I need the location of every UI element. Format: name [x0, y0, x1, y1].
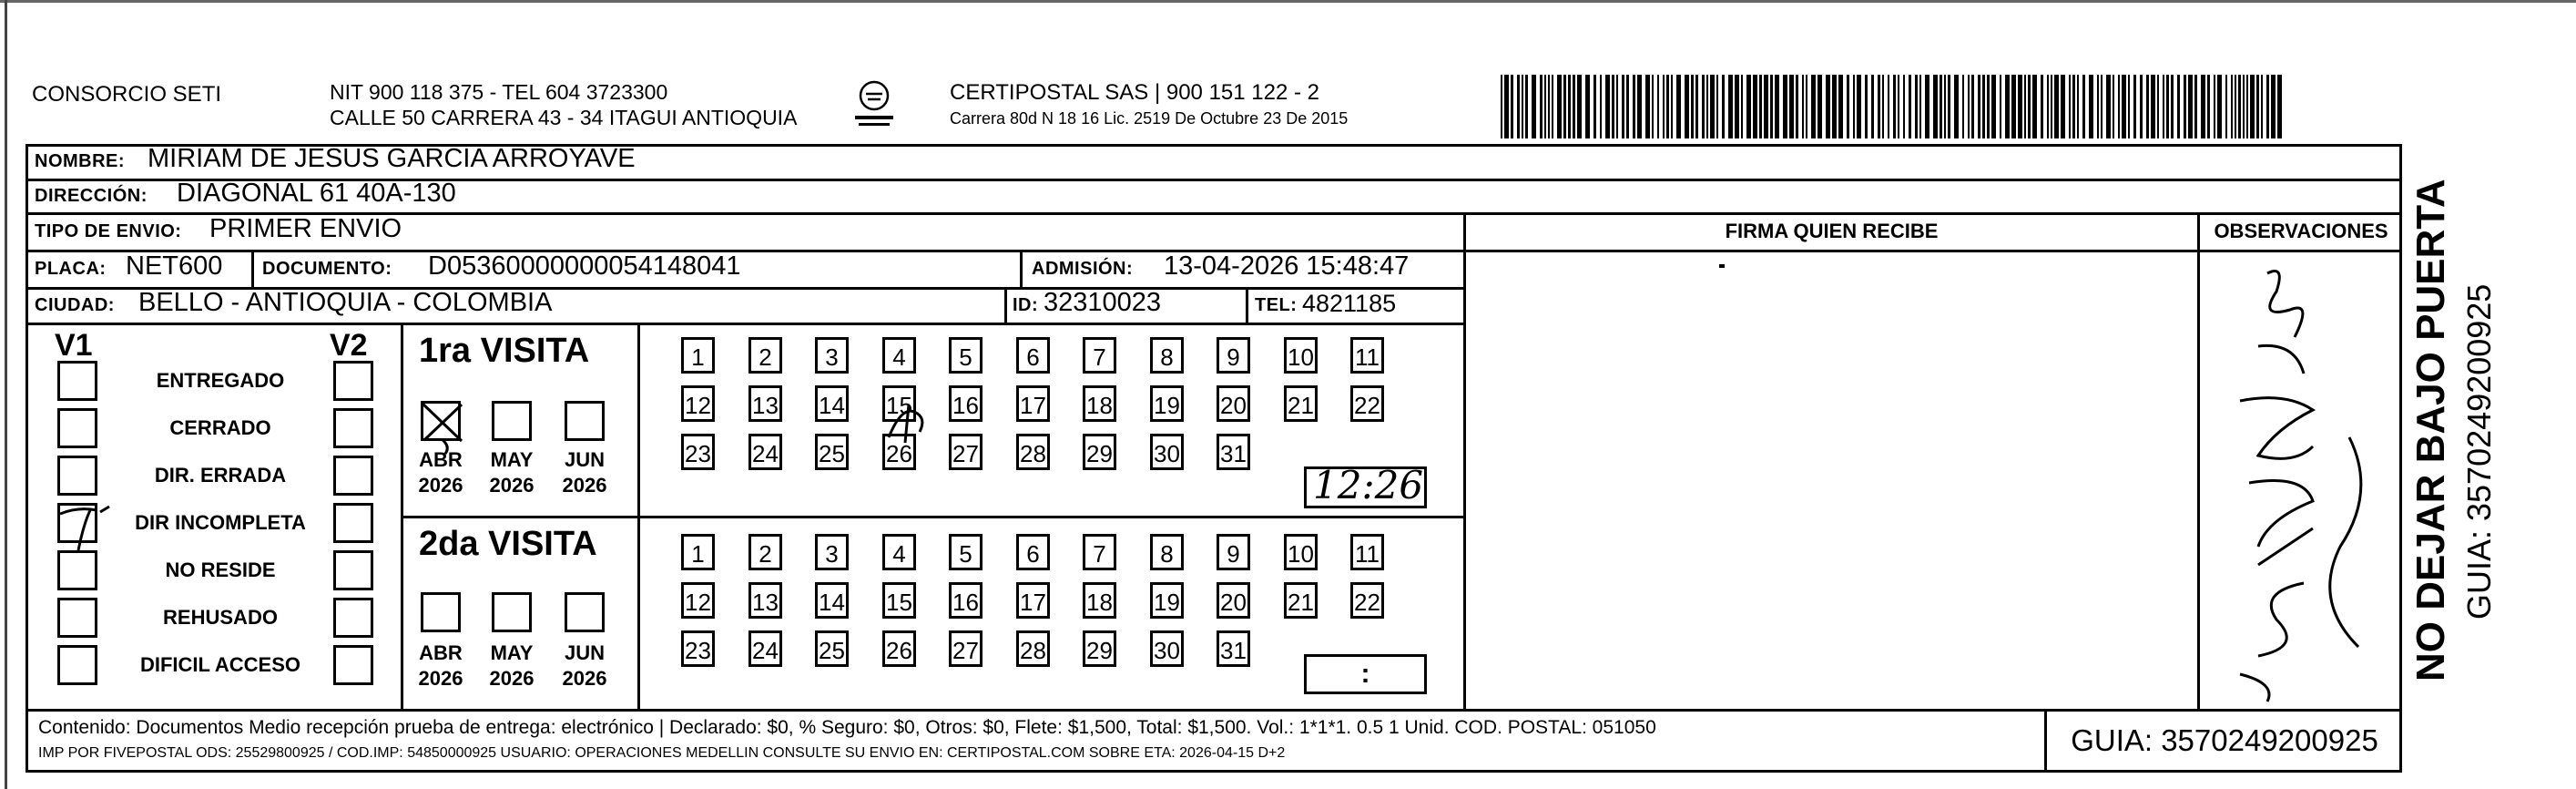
- second-visit-day-20[interactable]: 20: [1217, 582, 1250, 619]
- first-visit-day-22[interactable]: 22: [1350, 385, 1384, 422]
- barcode-bar: [2113, 75, 2114, 138]
- barcode-bar: [2266, 75, 2269, 138]
- footer-guia: GUIA: 3570249200925: [2071, 723, 2378, 757]
- barcode-bar: [1888, 75, 1889, 138]
- barcode-bar: [2171, 75, 2174, 138]
- barcode-bar: [2122, 75, 2126, 138]
- nombre-value: MIRIAM DE JESUS GARCIA ARROYAVE: [148, 144, 636, 173]
- barcode-bar: [1915, 75, 1918, 138]
- barcode-bar: [2217, 75, 2222, 138]
- v2-checkbox[interactable]: [333, 361, 373, 401]
- status-rehusado: REHUSADO: [163, 606, 278, 629]
- barcode-bar: [1838, 75, 1843, 138]
- tel-value: 4821185: [1302, 290, 1397, 317]
- barcode-bar: [2243, 75, 2245, 138]
- barcode-bar: [1991, 75, 1996, 138]
- tel-divider: [1246, 287, 1248, 323]
- second-visit-title: 2da VISITA: [419, 525, 597, 563]
- barcode-bar: [2151, 75, 2155, 138]
- first-visit-day-25[interactable]: 25: [815, 434, 849, 470]
- barcode-bar: [2277, 75, 2282, 138]
- admision-divider: [1020, 250, 1023, 287]
- barcode-bar: [1806, 75, 1807, 138]
- barcode-bar: [2225, 75, 2227, 138]
- handwritten-day-mark: [883, 401, 938, 445]
- first-visit-day-19[interactable]: 19: [1150, 385, 1184, 422]
- documento-value: D05360000000054148041: [428, 251, 741, 281]
- barcode-bar: [1933, 75, 1938, 138]
- barcode-bar: [2231, 75, 2233, 138]
- first-visit-day-13[interactable]: 13: [748, 385, 782, 422]
- month-checkbox-may[interactable]: [492, 401, 532, 441]
- barcode-bar: [1685, 75, 1689, 138]
- first-visit-day-14[interactable]: 14: [815, 385, 849, 422]
- barcode-bar: [1511, 75, 1513, 138]
- handwritten-check-mark: [51, 496, 124, 559]
- tipo-label: TIPO DE ENVIO:: [35, 221, 182, 241]
- barcode-bar: [1695, 75, 1698, 138]
- first-visit-day-3[interactable]: 3: [815, 337, 849, 374]
- barcode-bar: [1517, 75, 1520, 138]
- barcode-bar: [1706, 75, 1708, 138]
- v2-checkbox[interactable]: [333, 645, 373, 685]
- second-visit-day-22[interactable]: 22: [1350, 582, 1384, 619]
- status-dir-errada: DIR. ERRADA: [154, 464, 287, 487]
- barcode-bar: [2041, 75, 2043, 138]
- barcode-bar: [1871, 75, 1874, 138]
- first-visit-day-12[interactable]: 12: [681, 385, 715, 422]
- barcode-bar: [2061, 75, 2065, 138]
- second-visit-day-28[interactable]: 28: [1016, 630, 1050, 667]
- nit-line: NIT 900 118 375 - TEL 604 3723300: [330, 80, 668, 104]
- first-visit-day-7[interactable]: 7: [1083, 337, 1116, 374]
- barcode-bar: [2072, 75, 2075, 138]
- barcode-bar: [2166, 75, 2169, 138]
- barcode-bar: [1802, 75, 1804, 138]
- barcode-bar: [1676, 75, 1681, 138]
- barcode-bar: [1817, 75, 1822, 138]
- barcode-bar: [2097, 75, 2099, 138]
- barcode-bar: [1557, 75, 1562, 138]
- visit-split-line: [401, 516, 1463, 518]
- scan-edge-left: [5, 0, 7, 789]
- barcode-bar: [1728, 75, 1733, 138]
- second-visit-day-11[interactable]: 11: [1350, 534, 1384, 570]
- first-visit-day-30[interactable]: 30: [1150, 434, 1184, 470]
- barcode-bar: [1691, 75, 1694, 138]
- scan-speck: [1719, 264, 1725, 268]
- barcode-bar: [1789, 75, 1794, 138]
- second-visit-day-13[interactable]: 13: [748, 582, 782, 619]
- second-visit-day-25[interactable]: 25: [815, 630, 849, 667]
- barcode-bar: [1962, 75, 1964, 138]
- barcode-bar: [1909, 75, 1911, 138]
- second-visit-day-9[interactable]: 9: [1217, 534, 1250, 570]
- second-visit-day-19[interactable]: 19: [1150, 582, 1184, 619]
- v1-checkbox[interactable]: [57, 408, 97, 448]
- direccion-value: DIAGONAL 61 40A-130: [177, 179, 456, 208]
- first-visit-day-20[interactable]: 20: [1217, 385, 1250, 422]
- barcode-bar: [1652, 75, 1654, 138]
- v2-checkbox[interactable]: [333, 408, 373, 448]
- placa-label: PLACA:: [35, 259, 107, 279]
- barcode-bar: [2271, 75, 2276, 138]
- certipostal-line: CERTIPOSTAL SAS | 900 151 122 - 2: [950, 80, 1319, 105]
- first-visit-day-6[interactable]: 6: [1016, 337, 1050, 374]
- id-divider: [1004, 287, 1007, 323]
- barcode-bar: [2011, 75, 2016, 138]
- barcode-bar: [2118, 75, 2120, 138]
- second-visit-time-box[interactable]: :: [1304, 654, 1427, 694]
- tipo-value: PRIMER ENVIO: [209, 214, 402, 243]
- barcode-bar: [1919, 75, 1921, 138]
- year-may: 2026: [489, 474, 535, 497]
- tel-label: TEL:: [1255, 295, 1298, 315]
- handwritten-x-mark: [414, 394, 473, 456]
- barcode-bar: [1882, 75, 1884, 138]
- month-checkbox-may-2[interactable]: [492, 592, 532, 632]
- year-may-2: 2026: [489, 667, 535, 690]
- barcode-bar: [1978, 75, 1980, 138]
- first-visit-day-21[interactable]: 21: [1284, 385, 1318, 422]
- barcode-bar: [2157, 75, 2159, 138]
- barcode-bar: [2238, 75, 2241, 138]
- first-visit-day-16[interactable]: 16: [949, 385, 983, 422]
- barcode-bar: [1716, 75, 1718, 138]
- barcode-bar: [1722, 75, 1725, 138]
- footer-content-line: Contenido: Documentos Medio recepción prueba de entrega: electrónico | Declarado: $0, % Seguro: $0, Otros: $0, Flete: $1,500, Total: $1,500. Vol.: 1*1*1. 0.5 1 Unid. COD. POSTAL: 051050: [38, 717, 1656, 738]
- barcode-bar: [1593, 75, 1596, 138]
- v2-label: V2: [330, 328, 368, 363]
- nombre-label: NOMBRE:: [35, 151, 126, 171]
- barcode-bar: [1622, 75, 1624, 138]
- barcode-bar: [1811, 75, 1816, 138]
- v1-checkbox[interactable]: [57, 456, 97, 496]
- second-visit-day-15[interactable]: 15: [882, 582, 916, 619]
- barcode-bar: [1663, 75, 1665, 138]
- barcode-bar: [2128, 75, 2130, 138]
- barcode-bar: [2214, 75, 2215, 138]
- barcode-bar: [2024, 75, 2026, 138]
- year-abr-2: 2026: [418, 667, 463, 690]
- barcode-bar: [2177, 75, 2180, 138]
- second-visit-day-21[interactable]: 21: [1284, 582, 1318, 619]
- firma-header: FIRMA QUIEN RECIBE: [1725, 220, 1939, 242]
- barcode-bar: [2146, 75, 2149, 138]
- barcode-bar: [1671, 75, 1673, 138]
- first-visit-day-29[interactable]: 29: [1083, 434, 1116, 470]
- barcode-bar: [1626, 75, 1629, 138]
- v1-checkbox[interactable]: [57, 361, 97, 401]
- admision-label: ADMISIÓN:: [1032, 259, 1134, 279]
- barcode-bar: [1544, 75, 1546, 138]
- direccion-label: DIRECCIÓN:: [35, 186, 148, 206]
- barcode-bar: [1857, 75, 1861, 138]
- license-line: Carrera 80d N 18 16 Lic. 2519 De Octubre 23 De 2015: [950, 109, 1349, 128]
- barcode-bar: [2051, 75, 2052, 138]
- barcode-bar: [2082, 75, 2085, 138]
- barcode-bar: [2089, 75, 2093, 138]
- row-line: [25, 323, 1464, 325]
- second-visit-day-24[interactable]: 24: [748, 630, 782, 667]
- second-visit-day-18[interactable]: 18: [1083, 582, 1116, 619]
- status-dir-incompleta: DIR INCOMPLETA: [135, 511, 306, 534]
- barcode-bar: [1585, 75, 1590, 138]
- scan-edge-top: [0, 0, 2576, 3]
- second-visit-day-6[interactable]: 6: [1016, 534, 1050, 570]
- second-visit-day-7[interactable]: 7: [1083, 534, 1116, 570]
- barcode-bar: [1971, 75, 1974, 138]
- barcode-bar: [2047, 75, 2049, 138]
- documento-label: DOCUMENTO:: [262, 259, 392, 279]
- first-visit-day-26[interactable]: 26: [882, 434, 916, 470]
- barcode-bar: [1525, 75, 1528, 138]
- barcode-bar: [2201, 75, 2205, 138]
- barcode-bar: [1796, 75, 1798, 138]
- barcode-bar: [2005, 75, 2010, 138]
- first-visit-day-28[interactable]: 28: [1016, 434, 1050, 470]
- barcode-bar: [2163, 75, 2164, 138]
- barcode-bar: [2054, 75, 2059, 138]
- placa-value: NET600: [126, 251, 223, 281]
- ciudad-value: BELLO - ANTIOQUIA - COLOMBIA: [138, 288, 553, 317]
- barcode-bar: [2207, 75, 2210, 138]
- barcode-bar: [2069, 75, 2071, 138]
- month-jun: JUN: [564, 448, 605, 471]
- barcode-bar: [1903, 75, 1905, 138]
- first-visit-day-18[interactable]: 18: [1083, 385, 1116, 422]
- v1-label: V1: [55, 328, 93, 363]
- handwritten-observation-signature: [2204, 255, 2395, 706]
- second-visit-day-2[interactable]: 2: [748, 534, 782, 570]
- v1-checkbox[interactable]: [57, 645, 97, 685]
- barcode-bar: [2028, 75, 2031, 138]
- barcode-bar: [1954, 75, 1959, 138]
- first-visit-time-handwritten: 12:26: [1313, 463, 1424, 507]
- second-visit-day-31[interactable]: 31: [1217, 630, 1250, 667]
- second-visit-day-12[interactable]: 12: [681, 582, 715, 619]
- barcode-bar: [1666, 75, 1669, 138]
- month-checkbox-jun[interactable]: [565, 401, 605, 441]
- year-jun: 2026: [562, 474, 607, 497]
- observaciones-header: OBSERVACIONES: [2214, 220, 2388, 242]
- barcode-bar: [1865, 75, 1868, 138]
- barcode-bar: [1563, 75, 1566, 138]
- barcode-bar: [2000, 75, 2001, 138]
- barcode-bar: [1783, 75, 1787, 138]
- placa-divider: [251, 250, 254, 287]
- barcode-bar: [2188, 75, 2193, 138]
- barcode-bar: [2184, 75, 2186, 138]
- second-visit-day-14[interactable]: 14: [815, 582, 849, 619]
- barcode-bar: [1826, 75, 1830, 138]
- address-line: CALLE 50 CARRERA 43 - 34 ITAGUI ANTIOQUIA: [330, 106, 798, 129]
- company-name: CONSORCIO SETI: [32, 82, 222, 107]
- barcode-bar: [2256, 75, 2259, 138]
- side-guia: GUIA: 3570249200925: [2460, 283, 2498, 620]
- barcode-bar: [1657, 75, 1659, 138]
- first-visit-day-4[interactable]: 4: [882, 337, 916, 374]
- v2-checkbox[interactable]: [333, 598, 373, 638]
- v1-checkbox[interactable]: [57, 598, 97, 638]
- status-no-reside: NO RESIDE: [165, 558, 276, 581]
- barcode-bar: [1775, 75, 1779, 138]
- barcode-bar: [2250, 75, 2255, 138]
- barcode-bar: [1925, 75, 1929, 138]
- v2-checkbox[interactable]: [333, 456, 373, 496]
- barcode: [1501, 75, 2284, 138]
- first-visit-day-10[interactable]: 10: [1284, 337, 1318, 374]
- footer-imp-line: IMP POR FIVEPOSTAL ODS: 25529800925 / COD.IMP: 54850000925 USUARIO: OPERACIONES MEDELLIN CONSULTE SU ENVIO EN: CERTIPOSTAL.COM SOBRE ETA: 2026-04-15 D+2: [38, 745, 1286, 761]
- barcode-bar: [1753, 75, 1757, 138]
- firma-header-line: [1463, 250, 2402, 252]
- status-dificil-acceso: DIFICIL ACCESO: [139, 653, 300, 676]
- barcode-bar: [1504, 75, 1509, 138]
- second-visit-day-30[interactable]: 30: [1150, 630, 1184, 667]
- barcode-bar: [1746, 75, 1751, 138]
- barcode-bar: [1853, 75, 1855, 138]
- barcode-bar: [2032, 75, 2037, 138]
- barcode-bar: [2246, 75, 2248, 138]
- barcode-bar: [1948, 75, 1950, 138]
- year-abr: 2026: [418, 474, 463, 497]
- barcode-bar: [1764, 75, 1768, 138]
- barcode-bar: [1987, 75, 1990, 138]
- second-visit-day-8[interactable]: 8: [1150, 534, 1184, 570]
- second-visit-day-4[interactable]: 4: [882, 534, 916, 570]
- second-visit-day-17[interactable]: 17: [1016, 582, 1050, 619]
- first-visit-day-11[interactable]: 11: [1350, 337, 1384, 374]
- barcode-bar: [1770, 75, 1773, 138]
- barcode-bar: [1600, 75, 1602, 138]
- barcode-bar: [2018, 75, 2022, 138]
- barcode-bar: [1898, 75, 1899, 138]
- first-visit-day-5[interactable]: 5: [949, 337, 983, 374]
- second-visit-day-29[interactable]: 29: [1083, 630, 1116, 667]
- barcode-bar: [1968, 75, 1970, 138]
- id-label: ID:: [1013, 295, 1039, 315]
- month-may: MAY: [490, 448, 534, 471]
- observaciones-divider: [2197, 212, 2200, 709]
- barcode-bar: [1735, 75, 1739, 138]
- firma-divider: [1463, 212, 1466, 709]
- month-checkbox-abr-2[interactable]: [421, 592, 461, 632]
- barcode-bar: [1568, 75, 1571, 138]
- barcode-bar: [2140, 75, 2143, 138]
- barcode-bar: [2261, 75, 2263, 138]
- first-visit-day-1[interactable]: 1: [681, 337, 715, 374]
- month-checkbox-jun-2[interactable]: [565, 592, 605, 632]
- first-visit-day-24[interactable]: 24: [748, 434, 782, 470]
- barcode-bar: [1944, 75, 1946, 138]
- barcode-bar: [2133, 75, 2136, 138]
- barcode-bar: [1616, 75, 1618, 138]
- status-cerrado: CERRADO: [169, 416, 271, 439]
- barcode-bar: [1552, 75, 1553, 138]
- second-visit-day-27[interactable]: 27: [949, 630, 983, 667]
- id-value: 32310023: [1044, 288, 1162, 317]
- first-visit-day-23[interactable]: 23: [681, 434, 715, 470]
- barcode-bar: [1637, 75, 1642, 138]
- barcode-bar: [1532, 75, 1536, 138]
- barcode-bar: [1605, 75, 1610, 138]
- second-visit-day-10[interactable]: 10: [1284, 534, 1318, 570]
- barcode-bar: [2194, 75, 2197, 138]
- barcode-bar: [1540, 75, 1543, 138]
- month-abr: ABR: [419, 448, 463, 471]
- barcode-bar: [1633, 75, 1635, 138]
- second-visit-day-3[interactable]: 3: [815, 534, 849, 570]
- month-jun-2: JUN: [564, 641, 605, 664]
- barcode-bar: [1982, 75, 1985, 138]
- barcode-bar: [1847, 75, 1849, 138]
- barcode-bar: [1832, 75, 1837, 138]
- barcode-bar: [1548, 75, 1550, 138]
- first-visit-day-15[interactable]: 15: [882, 385, 916, 422]
- barcode-bar: [1522, 75, 1523, 138]
- month-abr-2: ABR: [419, 641, 463, 664]
- second-visit-day-16[interactable]: 16: [949, 582, 983, 619]
- barcode-bar: [1940, 75, 1942, 138]
- ciudad-label: CIUDAD:: [35, 295, 115, 315]
- barcode-bar: [2101, 75, 2103, 138]
- second-visit-day-1[interactable]: 1: [681, 534, 715, 570]
- year-jun-2: 2026: [562, 667, 607, 690]
- second-visit-day-5[interactable]: 5: [949, 534, 983, 570]
- first-visit-day-8[interactable]: 8: [1150, 337, 1184, 374]
- barcode-bar: [1741, 75, 1743, 138]
- barcode-bar: [1577, 75, 1582, 138]
- v2-checkbox[interactable]: [333, 550, 373, 590]
- month-may-2: MAY: [490, 641, 534, 664]
- barcode-bar: [1893, 75, 1896, 138]
- barcode-bar: [1759, 75, 1762, 138]
- first-visit-title: 1ra VISITA: [419, 332, 590, 370]
- barcode-bar: [1645, 75, 1650, 138]
- admision-value: 13-04-2026 15:48:47: [1164, 251, 1410, 281]
- barcode-bar: [1710, 75, 1715, 138]
- second-visit-day-23[interactable]: 23: [681, 630, 715, 667]
- barcode-bar: [1702, 75, 1705, 138]
- first-visit-day-31[interactable]: 31: [1217, 434, 1250, 470]
- first-visit-day-17[interactable]: 17: [1016, 385, 1050, 422]
- first-visit-day-9[interactable]: 9: [1217, 337, 1250, 374]
- barcode-bar: [1878, 75, 1880, 138]
- barcode-bar: [2106, 75, 2111, 138]
- barcode-bar: [1612, 75, 1614, 138]
- status-entregado: ENTREGADO: [156, 369, 285, 392]
- barcode-bar: [1501, 75, 1502, 138]
- barcode-bar: [2077, 75, 2079, 138]
- barcode-bar: [2235, 75, 2236, 138]
- v2-checkbox[interactable]: [333, 503, 373, 543]
- first-visit-day-27[interactable]: 27: [949, 434, 983, 470]
- second-visit-day-26[interactable]: 26: [882, 630, 916, 667]
- first-visit-day-2[interactable]: 2: [748, 337, 782, 374]
- barcode-bar: [1573, 75, 1575, 138]
- certification-logo: [851, 77, 897, 132]
- no-dejar-bajo-puerta: NO DEJAR BAJO PUERTA: [2408, 179, 2453, 681]
